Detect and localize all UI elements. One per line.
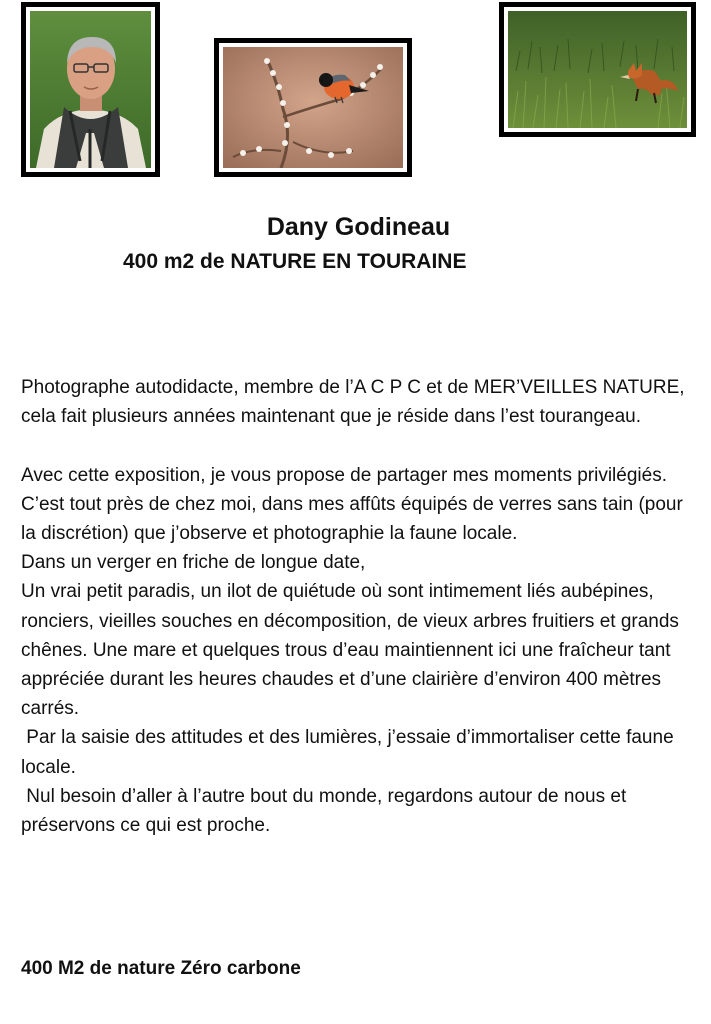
paragraph-attitudes: Par la saisie des attitudes et des lumières, j’essaie d’immortaliser cette faune locale. [21,727,679,778]
portrait-photo [30,11,151,168]
paragraph-closing: Nul besoin d’aller à l’autre bout du monde, regardons autour de nous et préservons ce qui est proche. [21,785,632,837]
paragraph-exhibition: Avec cette exposition, je vous propose de partager mes moments privilégiés. [21,464,667,486]
bird-photo [223,47,403,168]
footer-tagline: 400 M2 de nature Zéro carbone [21,958,301,979]
author-name: Dany Godineau [266,213,451,241]
fox-photo-frame [499,2,696,137]
paragraph-hides: C’est tout près de chez moi, dans mes affûts équipés de verres sans tain (pour la discrétion) que j’observe et photographie la faune locale. [21,493,689,544]
paragraph-paradise: Un vrai petit paradis, un ilot de quiétude où sont intimement liés aubépines, ronciers, vieilles souches en décomposition, de vieux arbres fruitiers et grands chênes. Une mare et quelques trous d’eau maintiennent ici une fraîcheur tant appréciée durant les heures chaudes et d’une clairière d’environ 400 mètres carrés. [21,581,685,720]
portrait-photo-frame [21,2,160,177]
biography-text [21,373,699,840]
paragraph-intro: Photographe autodidacte, membre de l’A C P C et de MER’VEILLES NATURE, cela fait plusieurs années maintenant que je réside dans l’est tourangeau. [21,377,690,428]
exhibition-subtitle: 400 m2 de NATURE EN TOURAINE [123,250,467,273]
fox-photo [508,11,687,128]
paragraph-orchard: Dans un verger en friche de longue date, [21,552,366,574]
bird-photo-frame [214,38,412,177]
